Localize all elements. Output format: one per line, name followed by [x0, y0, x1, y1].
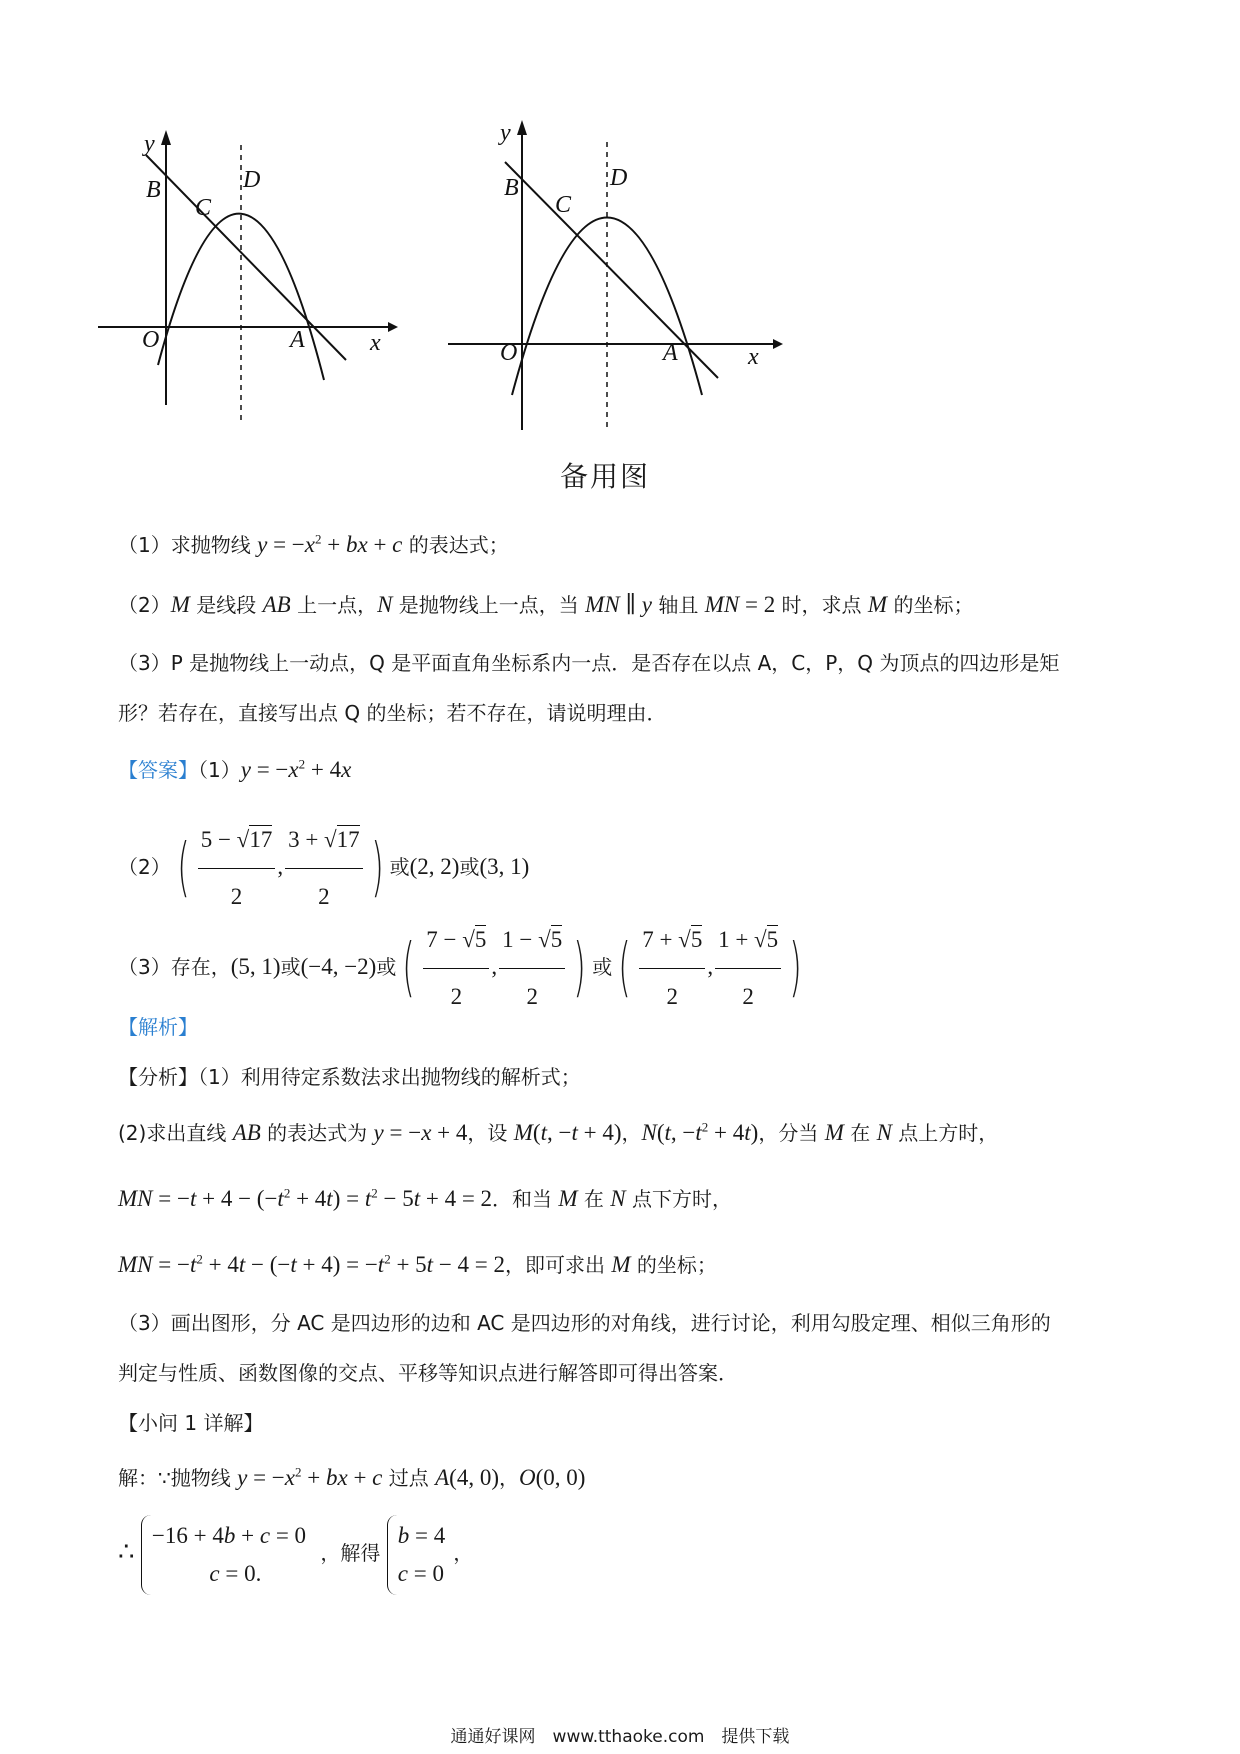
- analysis-2: (2)求出直线 AB 的表达式为 y = −x + 4，设 M(t, −t + 4)，N(t, $-t^2 + 4t$)，分当 M 在 N 点上方时，: [118, 1119, 999, 1145]
- question-3-line-1: （3）P 是抛物线上一动点，Q 是平面直角坐标系内一点．是否存在以点 A，C，P，Q 为顶点的四边形是矩: [118, 651, 1060, 675]
- fig2-x-label: x: [748, 344, 759, 370]
- fig2-point-c: C: [555, 192, 572, 218]
- fig2-point-a: A: [663, 340, 678, 366]
- detail-2: ∴ −16 + 4b + c = 0 c = 0. ，解得 b = 4 c = 0，: [118, 1512, 473, 1595]
- fig1-x-label: x: [370, 330, 381, 356]
- fig1-point-b: B: [146, 177, 161, 203]
- fig2-point-b: B: [504, 175, 519, 201]
- analysis-6: 判定与性质、函数图像的交点、平移等知识点进行解答即可得出答案．: [118, 1361, 738, 1385]
- fig1-point-d: D: [243, 167, 261, 193]
- analysis-4: MN = $-t^2 + 4t - (-t + 4) = -t^2 + 5t - 4 = 2$，即可求出 M 的坐标；: [118, 1251, 717, 1277]
- detail-label: 【小问 1 详解】: [118, 1411, 264, 1435]
- fig1-y-label: y: [144, 131, 155, 157]
- figure-caption: 备用图: [560, 460, 651, 493]
- detail-1: 解：∵抛物线 $y = -x^2$ + bx + c 过点 A(4, 0)，O(0, 0): [118, 1464, 586, 1490]
- footer: 通通好课网 www.tthaoke.com 提供下载: [450, 1727, 790, 1747]
- answer-1: 【答案】$(1)y = -x^2 + 4x$: [118, 756, 352, 782]
- analysis-label: 【解析】: [118, 1015, 198, 1039]
- analysis-3: MN = $-t + 4 - (-t^2 + 4t) = t^2 - 5t + 4 = 2$．和当 M 在 N 点下方时，: [118, 1185, 732, 1211]
- question-1: （1）求抛物线 $y = -x^2$ + bx + c 的表达式；: [118, 531, 509, 557]
- parabola-figure-1: [98, 125, 438, 445]
- question-2: （2）M 是线段 AB 上一点，N 是抛物线上一点，当 MN ∥ y 轴且 MN = 2 时，求点 M 的坐标；: [118, 592, 974, 617]
- answer-2: （2）( $\frac{5 - √17}{2}$ , $\frac{3 + √17}{2}$ ) 或(2, 2)或(3, 1): [118, 812, 529, 925]
- fig2-y-label: y: [500, 120, 511, 146]
- fig2-point-o: O: [500, 340, 518, 366]
- answer-label: 【答案】: [118, 758, 198, 782]
- fig1-point-a: A: [290, 327, 305, 353]
- analysis-5: （3）画出图形，分 AC 是四边形的边和 AC 是四边形的对角线，进行讨论，利用勾股定理、相似三角形的: [118, 1311, 1051, 1335]
- answer-3: （3）存在，(5, 1)或(−4, −2)或( $\frac{7 - √5}{2}$ , $\frac{1 - √5}{2}$ ) 或( $\frac{7 + √5}{2}$ , $\frac{1 + √5}{2}$ ): [118, 912, 808, 1025]
- fig1-point-c: C: [195, 195, 212, 221]
- parabola-figure-2: [448, 110, 788, 430]
- fig1-point-o: O: [142, 327, 160, 353]
- fig2-point-d: D: [610, 165, 628, 191]
- question-3-line-2: 形？若存在，直接写出点 Q 的坐标；若不存在，请说明理由．: [118, 701, 667, 725]
- analysis-1: 【分析】（1）利用待定系数法求出抛物线的解析式；: [118, 1065, 581, 1089]
